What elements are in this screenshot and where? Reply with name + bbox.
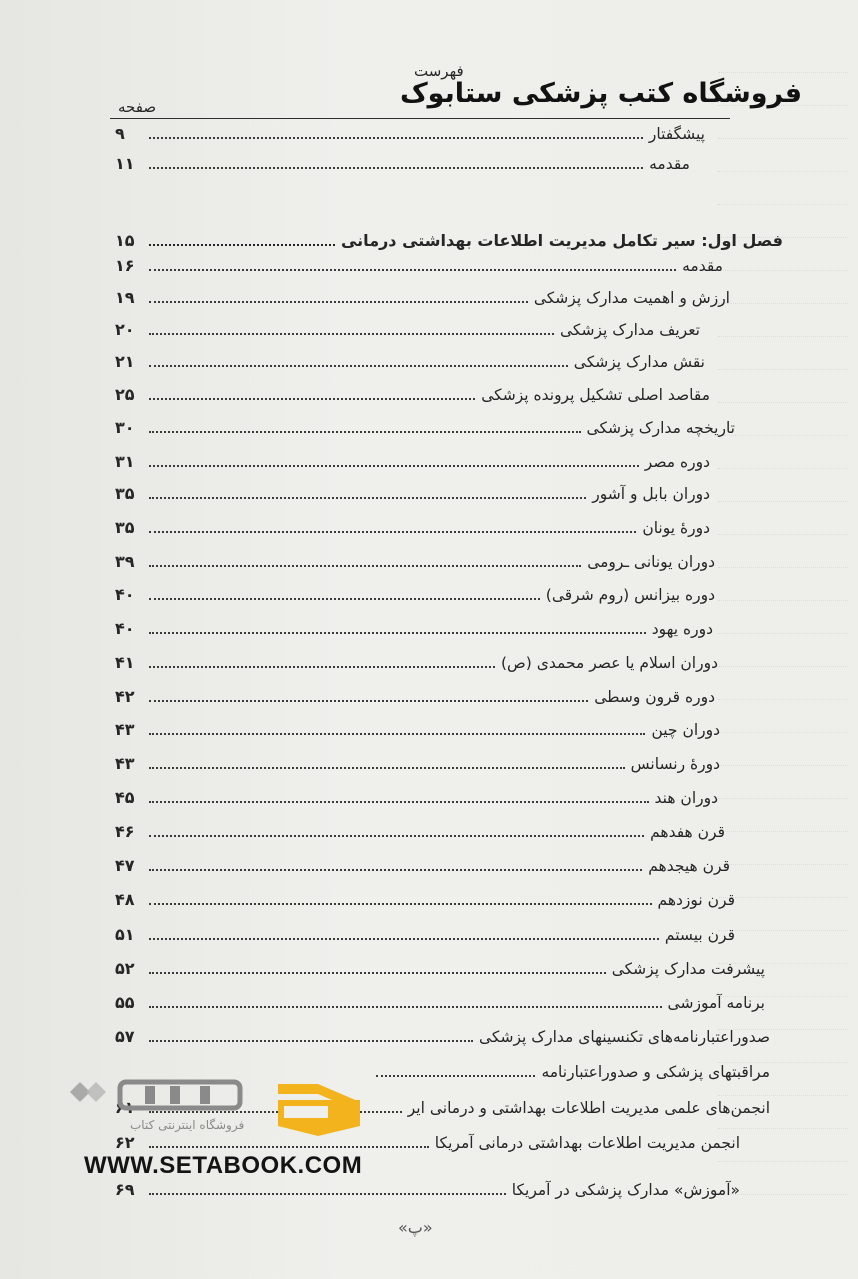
toc-entry-page: ۴۵: [115, 788, 135, 807]
toc-entry-label: مقدمه: [682, 257, 723, 275]
toc-entry-page: ۶۹: [115, 1180, 135, 1199]
toc-entry-label: انجمن‌های علمی مدیریت اطلاعات بهداشتی و درمانی ایر: [407, 1099, 770, 1117]
toc-entry: [115, 116, 705, 144]
toc-entry: [115, 1019, 770, 1047]
toc-entry-page: ۴۲: [115, 687, 135, 706]
leader-dots: [149, 530, 636, 533]
toc-entry: [115, 410, 735, 438]
leader-dots: [149, 243, 335, 246]
toc-entry-label: مقاصد اصلی تشکیل پرونده پزشکی: [481, 386, 710, 404]
leader-dots: [149, 971, 606, 974]
toc-entry-page: ۵۷: [115, 1027, 135, 1046]
toc-entry: [115, 377, 710, 405]
leader-dots: [149, 902, 652, 905]
toc-entry-page: ۹: [115, 124, 125, 143]
toc-entry-page: ۶۲: [115, 1133, 135, 1152]
toc-entry-label: دوران بابل و آشور: [592, 485, 710, 503]
toc-entry: [115, 312, 700, 340]
toc-entry: [115, 985, 765, 1013]
toc-entry: [115, 611, 713, 639]
toc-entry: [115, 344, 705, 372]
toc-entry: [115, 814, 725, 842]
toc-entry-page: ۴۳: [115, 754, 135, 773]
leader-dots: [149, 496, 586, 499]
toc-entry-label: ارزش و اهمیت مدارک پزشکی: [533, 289, 730, 307]
toc-entry-label: پیشرفت مدارک پزشکی: [611, 960, 765, 978]
toc-entry-label: تاریخچه مدارک پزشکی: [586, 419, 735, 437]
toc-title: فهرست: [414, 62, 464, 80]
toc-entry-page: ۶۱: [115, 1098, 135, 1117]
toc-entry: [115, 917, 735, 945]
toc-entry-page: ۱۶: [115, 256, 135, 275]
page-column-header: صفحه: [118, 98, 157, 116]
leader-dots: [149, 300, 528, 303]
toc-entry-page: ۱۱: [115, 154, 135, 173]
leader-dots: [149, 597, 540, 600]
toc-entry-label: قرن هیجدهم: [648, 857, 730, 875]
toc-entry: [115, 248, 723, 276]
toc-entry-label: مقدمه: [649, 155, 690, 173]
toc-entry-page: ۵۱: [115, 925, 135, 944]
toc-entry: [115, 476, 710, 504]
toc-entry-label: دورهٔ یونان: [642, 519, 710, 537]
toc-entry-label: دوران هند: [654, 789, 718, 807]
toc-entry-page: ۴۷: [115, 856, 135, 875]
leader-dots: [376, 1074, 535, 1077]
toc-entry: [115, 645, 718, 673]
toc-entry: [115, 780, 718, 808]
toc-entry-label: دورهٔ رنسانس: [630, 755, 720, 773]
leader-dots: [149, 166, 643, 169]
toc-entry: [115, 577, 715, 605]
leader-dots: [149, 1192, 506, 1195]
leader-dots: [149, 732, 645, 735]
leader-dots: [149, 868, 642, 871]
toc-entry-label: نقش مدارک پزشکی: [573, 353, 705, 371]
toc-entry-page: ۳۵: [115, 484, 135, 503]
leader-dots: [149, 564, 581, 567]
site-url: WWW.SETABOOK.COM: [84, 1152, 363, 1179]
toc-entry-label: «آموزش» مدارک پزشکی در آمریکا: [511, 1181, 740, 1199]
leader-dots: [149, 665, 495, 668]
leader-dots: [149, 937, 659, 940]
leader-dots: [149, 766, 625, 769]
toc-entry-label: قرن نوزدهم: [657, 891, 735, 909]
leader-dots: [149, 430, 581, 433]
toc-entry: [115, 882, 735, 910]
toc-entry: [115, 146, 690, 174]
leader-dots: [149, 136, 643, 139]
toc-entry-label: انجمن مدیریت اطلاعات بهداشتی درمانی آمریکا: [434, 1134, 740, 1152]
toc-entry: [115, 510, 710, 538]
toc-entry-page: ۱۵: [115, 231, 135, 250]
toc-entry-label: فصل اول: سیر تکامل مدیریت اطلاعات بهداشتی درمانی: [340, 231, 783, 250]
leader-dots: [149, 464, 639, 467]
toc-entry-page: ۵۵: [115, 993, 135, 1012]
toc-entry-page: ۴۸: [115, 890, 135, 909]
logo-tagline: فروشگاه اینترنتی کتاب: [130, 1118, 245, 1132]
leader-dots: [149, 1145, 429, 1148]
toc-entry-label: تعریف مدارک پزشکی: [560, 321, 700, 339]
setabook-logo: [60, 1078, 360, 1138]
toc-entry-page: ۵۲: [115, 959, 135, 978]
toc-entry-label: دوره مصر: [644, 453, 710, 471]
toc-entry: [370, 1054, 770, 1082]
toc-entry-page: ۴۳: [115, 720, 135, 739]
toc-entry: [115, 544, 715, 572]
toc-entry-label: دوره یهود: [651, 620, 713, 638]
toc-entry: [115, 951, 765, 979]
toc-chapter-entry: [115, 223, 783, 251]
toc-entry-label: دوران چین: [651, 721, 720, 739]
toc-entry-page: ۳۵: [115, 518, 135, 537]
toc-entry: [115, 746, 720, 774]
toc-entry-label: برنامه آموزشی: [667, 994, 765, 1012]
toc-entry-label: قرن هفدهم: [650, 823, 725, 841]
toc-entry-page: ۴۶: [115, 822, 135, 841]
toc-entry-page: ۳۹: [115, 552, 135, 571]
page-folio: «پ»: [398, 1218, 433, 1237]
toc-entry-label: دوره قرون وسطی: [594, 688, 715, 706]
toc-entry-page: ۲۰: [115, 320, 135, 339]
leader-dots: [149, 631, 646, 634]
toc-entry-page: ۴۰: [115, 619, 135, 638]
toc-entry-label: مراقبتهای پزشکی و صدوراعتبارنامه: [541, 1063, 770, 1081]
toc-entry-label: پیشگفتار: [648, 125, 705, 143]
toc-entry: [115, 679, 715, 707]
leader-dots: [149, 397, 475, 400]
toc-entry-label: دوره بیزانس (روم شرقی): [545, 586, 715, 604]
toc-entry: [115, 712, 720, 740]
toc-entry: [115, 444, 710, 472]
toc-entry: [115, 848, 730, 876]
toc-entry-label: دوران اسلام یا عصر محمدی (ص): [501, 654, 718, 672]
toc-entry-page: ۲۱: [115, 352, 135, 371]
leader-dots: [149, 699, 588, 702]
toc-entry-page: ۲۵: [115, 385, 135, 404]
leader-dots: [149, 800, 649, 803]
toc-entry-page: ۳۰: [115, 418, 135, 437]
leader-dots: [149, 834, 644, 837]
leader-dots: [149, 332, 554, 335]
toc-entry-label: قرن بیستم: [664, 926, 735, 944]
toc-entry-label: صدوراعتبارنامه‌های تکنسینهای مدارک پزشکی: [478, 1028, 770, 1046]
toc-entry-page: ۳۱: [115, 452, 135, 471]
toc-entry-label: دوران یونانی ـرومی: [587, 553, 715, 571]
leader-dots: [149, 1039, 473, 1042]
leader-dots: [149, 1005, 662, 1008]
toc-entry-page: ۱۹: [115, 288, 135, 307]
leader-dots: [149, 268, 676, 271]
leader-dots: [149, 364, 568, 367]
toc-entry: [115, 280, 730, 308]
toc-entry-page: ۴۱: [115, 653, 135, 672]
store-banner: فروشگاه کتب پزشکی ستابوک: [400, 78, 803, 109]
toc-entry-page: ۴۰: [115, 585, 135, 604]
